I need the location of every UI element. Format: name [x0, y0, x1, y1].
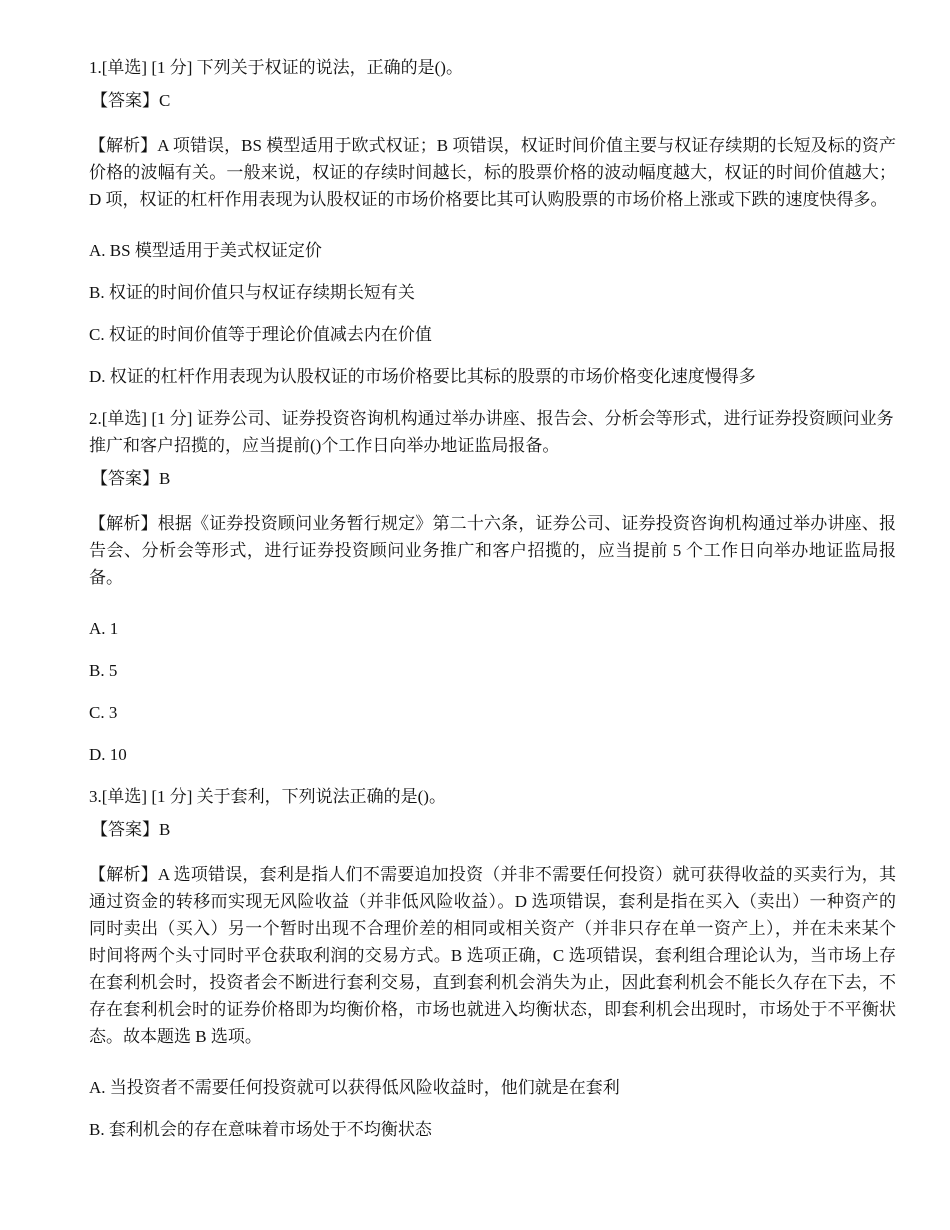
- question-title: 3.[单选] [1 分] 关于套利，下列说法正确的是()。: [89, 787, 446, 806]
- question-title: 1.[单选] [1 分] 下列关于权证的说法，正确的是()。: [89, 58, 463, 77]
- question-1: [89, 54, 896, 390]
- option-list: [89, 615, 896, 768]
- option-list: [89, 237, 896, 390]
- question-title: 2.[单选] [1 分] 证券公司、证券投资咨询机构通过举办讲座、报告会、分析会等形式，进行证券投资顾问业务推广和客户招揽的，应当提前()个工作日向举办地证监局报备。: [89, 409, 894, 455]
- option-c: C. 3: [89, 703, 118, 722]
- option-a: A. BS 模型适用于美式权证定价: [89, 241, 322, 260]
- analysis-paragraph: 【解析】A 项错误，BS 模型适用于欧式权证；B 项错误，权证时间价值主要与权证存续期的长短及标的资产价格的波幅有关。一般来说，权证的存续时间越长，标的股票价格的波动幅度越大，权证的时间价值越大；D 项，权证的杠杆作用表现为认股权证的市场价格要比其可认购股票的市场价格上涨或下跌的速度快得多。: [89, 136, 896, 209]
- option-b: B. 5: [89, 661, 118, 680]
- answer-line: 【答案】C: [91, 91, 171, 110]
- option-c: C. 权证的时间价值等于理论价值减去内在价值: [89, 325, 432, 344]
- analysis-paragraph: 【解析】根据《证券投资顾问业务暂行规定》第二十六条，证券公司、证券投资咨询机构通过举办讲座、报告会、分析会等形式，进行证券投资顾问业务推广和客户招揽的，应当提前 5 个工作日向举办地证监局报备。: [89, 514, 896, 587]
- option-a: A. 1: [89, 619, 119, 638]
- answer-line: 【答案】B: [91, 820, 171, 839]
- option-d: D. 10: [89, 745, 127, 764]
- answer-line: 【答案】B: [91, 469, 171, 488]
- question-3: [89, 783, 896, 1143]
- option-list: [89, 1074, 896, 1143]
- option-b: B. 套利机会的存在意味着市场处于不均衡状态: [89, 1120, 432, 1139]
- question-2: [89, 405, 896, 768]
- option-a: A. 当投资者不需要任何投资就可以获得低风险收益时，他们就是在套利: [89, 1078, 620, 1097]
- analysis-paragraph: 【解析】A 选项错误，套利是指人们不需要追加投资（并非不需要任何投资）就可获得收益的买卖行为，其通过资金的转移而实现无风险收益（并非低风险收益）。D 选项错误，套利是指在买入（卖出）一种资产的同时卖出（买入）另一个暂时出现不合理价差的相同或相关资产（并非只存在单一资产上），并在未来某个时间将两个头寸同时平仓获取利润的交易方式。B 选项正确，C 选项错误，套利组合理论认为，当市场上存在套利机会时，投资者会不断进行套利交易，直到套利机会消失为止，因此套利机会不能长久存在下去，不存在套利机会时的证券价格即为均衡价格，市场也就进入均衡状态，即套利机会出现时，市场处于不平衡状态。故本题选 B 选项。: [89, 865, 896, 1046]
- option-d: D. 权证的杠杆作用表现为认股权证的市场价格要比其标的股票的市场价格变化速度慢得多: [89, 367, 756, 386]
- option-b: B. 权证的时间价值只与权证存续期长短有关: [89, 283, 415, 302]
